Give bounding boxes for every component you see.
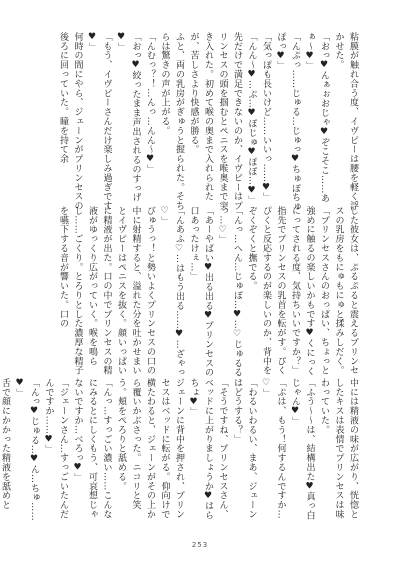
text-tier-bottom: 中には精液の味が広がり、恍惚としたキスは表情でプリンセスは味わっていた。 「ふう～～は、結構出た♥真っ白じゃん♥」 「ぷは、もう！何するんですか…♡」 「わるいわるい、まあ、ジェーンはどうする？」 「そうですね、プリンセスさん、ベッドに上がりましょうか♥はらちょ♥」 ジェーンに背中を押され、プリンセスはベッドに転がる。仰向けで横たわると、ジェーンがその上から覆いかぶさった。ニコリと笑う。頬をぺろりと舐める。 「んっ…すっごい濃い……こんなにみるとにしくもう、可哀想じゃないですか…べろっ♥」 「ジェーンさん…すっごいたんだんですか……♥」 「んっ♥じゅる…♥ん…ちゅ……♥」 舌で顔にかかった精液を舐めと [0,378,358,521]
text-tier-top: 粘膜が触れ合う度、イヴピーは腰を軽く浮かせた。 「おっ♥んぁぉおじゃ♥ぞこそこ……あぁ～♥」 「んぷっ……じゅる…じゅっ♥ちゅぽちゅぽっ♥」 「気っぽも長いけど……いいっ……♥」 「んん～♥…ぷ…♥ぽじゅ♥ぽぽ…♥」 先だけで満足できないのか、イヴピーはプリンセスの頭を掴むとペニスを喉奥まで突き入れた。初めて喉の奥まで入れられたが、苦しさより快感が勝る。 ふと、両の乳房がぎゅうと握られた。そちらは驚きの声が上がる。 「んむっ？！…んっ…んん～♥」 「おっ♥絞ったまま声出されるのすっげ♥」 「もう、イヴピーさんだけ楽しみ過ぎです♥」 何時の間にやら、ジェーンがプリンセスの後ろに回っていた。瞳を持て余 [58,32,358,212]
page-number: 253 [191,541,209,549]
text-tier-middle: した彼女は、ぷるぷると震えるプリンセスの乳房をもにゅもにゅと揉みしだく。 「プリンセスさんのおっぱい、ちょっと強めに触るの楽しいかもです♥くにっくにってされる度、気持ちいいですか？」 指先でプリンセスの乳首を転がす。ぴくぴくと反応するのが楽しいのか、背中をぞくぞくと撫でる。 「んっ…へん…じゅぽ…♥…♡じゅるるっ…♡」 「あーやばい♥出る出る♥プリンセスの口あったけぇ…」 「んあふ♡…はもう出る……♥…ざゃっ♡」 びゅうっ！と勢いよくプリンセスの口の中に射精すると、溢れた分を吐かせまいとイヴピーはペニスを抜く。顔いっぱいに精液が出た。口の中でプリンセスの精液がゆっくり広がっていく。喉を鳴らし……ごくり。とろりとした濃厚な精子を嚥下する音が響いた。口の [58,206,358,378]
